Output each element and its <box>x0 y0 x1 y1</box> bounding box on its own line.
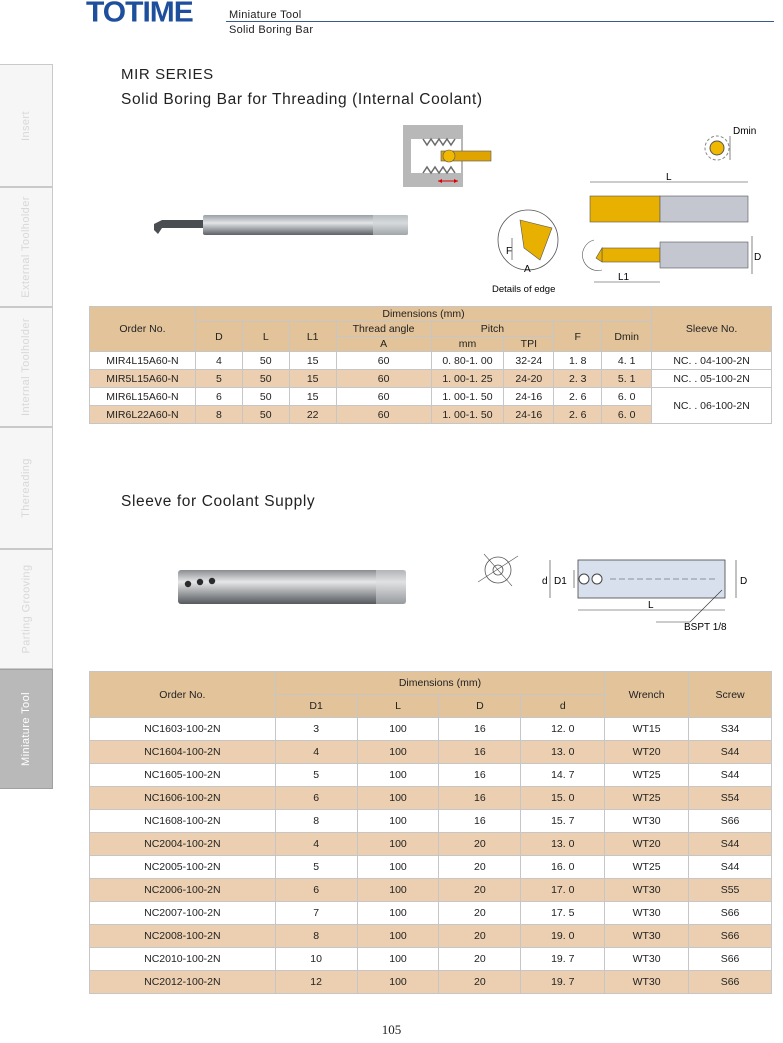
cell: 6 <box>275 787 357 810</box>
order-cell: NC1606-100-2N <box>90 787 276 810</box>
cell: 15 <box>289 370 336 388</box>
order-cell: NC2005-100-2N <box>90 856 276 879</box>
cell: S44 <box>689 764 772 787</box>
col-mm: mm <box>431 337 504 352</box>
header-subcategory: Solid Boring Bar <box>229 24 314 36</box>
cell: 1. 00-1. 50 <box>431 388 504 406</box>
col-d: D <box>439 695 521 718</box>
f-label: F <box>506 246 513 257</box>
cell: 2. 3 <box>554 370 602 388</box>
outer-d-label: D <box>740 576 748 587</box>
boring-bar-dimension-drawing <box>490 120 775 300</box>
cell: 6 <box>195 388 242 406</box>
cell: 100 <box>357 810 439 833</box>
tab-external-toolholder[interactable] <box>0 187 53 307</box>
col-wrench: Wrench <box>605 672 689 718</box>
cell: 100 <box>357 879 439 902</box>
cell: 0. 80-1. 00 <box>431 352 504 370</box>
cell: 16 <box>439 764 521 787</box>
cell: 100 <box>357 856 439 879</box>
cell: S54 <box>689 787 772 810</box>
cell: 100 <box>357 971 439 994</box>
sleeve-cell: NC. . 06-100-2N <box>652 388 772 424</box>
boring-bar-photo <box>148 210 410 240</box>
cell: WT15 <box>605 718 689 741</box>
cell: 5 <box>275 856 357 879</box>
cell: 5 <box>195 370 242 388</box>
col-order-no: Order No. <box>90 307 196 352</box>
length-label: L <box>666 172 672 183</box>
cell: 15 <box>289 388 336 406</box>
cell: 100 <box>357 787 439 810</box>
order-cell: NC2008-100-2N <box>90 925 276 948</box>
col-sleeve-no: Sleeve No. <box>652 307 772 352</box>
cell: WT30 <box>605 879 689 902</box>
cell: WT30 <box>605 925 689 948</box>
cell: 19. 7 <box>521 948 605 971</box>
cell: S66 <box>689 925 772 948</box>
angle-label: A <box>524 264 531 275</box>
page-number: 105 <box>381 1022 402 1037</box>
header-category: Miniature Tool <box>229 9 302 21</box>
cell: 50 <box>242 352 289 370</box>
cell: 60 <box>336 352 431 370</box>
tab-insert[interactable] <box>0 64 53 187</box>
cell: 24-20 <box>504 370 554 388</box>
col-d1: D1 <box>275 695 357 718</box>
cell: 60 <box>336 388 431 406</box>
sleeve-dimension-drawing <box>470 548 760 634</box>
cell: 15. 0 <box>521 787 605 810</box>
cell: S44 <box>689 741 772 764</box>
cell: 100 <box>357 948 439 971</box>
cell: 10 <box>275 948 357 971</box>
cell: 13. 0 <box>521 741 605 764</box>
order-cell: NC2007-100-2N <box>90 902 276 925</box>
cell: 100 <box>357 925 439 948</box>
cell: 16 <box>439 810 521 833</box>
col-order-no: Order No. <box>90 672 276 718</box>
cell: 4. 1 <box>602 352 652 370</box>
table-row <box>90 879 772 902</box>
header-rule <box>226 21 774 22</box>
cell: S44 <box>689 833 772 856</box>
cell: 19. 7 <box>521 971 605 994</box>
cell: 8 <box>275 810 357 833</box>
table-row <box>90 764 772 787</box>
table-row <box>90 971 772 994</box>
col-dimensions: Dimensions (mm) <box>195 307 651 322</box>
bore-d-label: d <box>542 576 548 587</box>
table-row <box>90 810 772 833</box>
edge-details-caption: Details of edge <box>492 284 556 295</box>
tab-label: Insert <box>19 110 32 141</box>
cell: 20 <box>439 925 521 948</box>
table-row <box>90 948 772 971</box>
col-l: L <box>242 322 289 352</box>
sleeve-photo <box>176 566 408 608</box>
cell: WT20 <box>605 741 689 764</box>
brand-logo: TOTIME <box>86 0 193 29</box>
order-cell: MIR6L22A60-N <box>90 406 196 424</box>
order-cell: NC2004-100-2N <box>90 833 276 856</box>
cell: 4 <box>275 741 357 764</box>
table-row <box>90 718 772 741</box>
cell: WT25 <box>605 764 689 787</box>
table-row <box>90 833 772 856</box>
cell: 6 <box>275 879 357 902</box>
col-thread-angle: Thread angle <box>336 322 431 337</box>
cell: S66 <box>689 902 772 925</box>
col-l1: L1 <box>289 322 336 352</box>
tab-label: External Toolholder <box>20 196 33 298</box>
cell: 8 <box>195 406 242 424</box>
order-cell: MIR5L15A60-N <box>90 370 196 388</box>
cell: 16 <box>439 787 521 810</box>
cell: 20 <box>439 833 521 856</box>
cell: 1. 00-1. 25 <box>431 370 504 388</box>
cell: 50 <box>242 370 289 388</box>
cell: 14. 7 <box>521 764 605 787</box>
cell: WT25 <box>605 787 689 810</box>
cell: 24-16 <box>504 388 554 406</box>
table-row <box>90 741 772 764</box>
cell: S66 <box>689 948 772 971</box>
cell: 1. 00-1. 50 <box>431 406 504 424</box>
cell: 20 <box>439 879 521 902</box>
order-cell: NC1608-100-2N <box>90 810 276 833</box>
order-cell: NC1604-100-2N <box>90 741 276 764</box>
cell: 15 <box>289 352 336 370</box>
section-title: Solid Boring Bar for Threading (Internal Coolant) <box>121 91 483 108</box>
tab-label: Miniature Tool <box>20 692 33 766</box>
cell: WT25 <box>605 856 689 879</box>
cell: 50 <box>242 406 289 424</box>
bspt-label: BSPT 1/8 <box>684 622 727 633</box>
cell: 4 <box>275 833 357 856</box>
cell: 17. 0 <box>521 879 605 902</box>
cell: 100 <box>357 718 439 741</box>
cell: 16. 0 <box>521 856 605 879</box>
cell: S66 <box>689 810 772 833</box>
cell: WT30 <box>605 971 689 994</box>
cell: 24-16 <box>504 406 554 424</box>
tab-parting-grooving[interactable] <box>0 549 53 669</box>
tab-miniature-tool[interactable] <box>0 669 53 789</box>
col-screw: Screw <box>689 672 772 718</box>
cell: 20 <box>439 856 521 879</box>
cell: 100 <box>357 902 439 925</box>
cell: 5 <box>275 764 357 787</box>
col-f: F <box>554 322 602 352</box>
dmin-label: Dmin <box>733 126 757 137</box>
sleeve-spec-table <box>89 671 772 994</box>
cell: 4 <box>195 352 242 370</box>
tab-threading[interactable] <box>0 427 53 549</box>
table-row <box>90 902 772 925</box>
cell: 20 <box>439 971 521 994</box>
cell: 32-24 <box>504 352 554 370</box>
cell: S55 <box>689 879 772 902</box>
cell: 100 <box>357 833 439 856</box>
cell: 16 <box>439 718 521 741</box>
l1-label: L1 <box>618 272 630 283</box>
cell: 19. 0 <box>521 925 605 948</box>
order-cell: NC2012-100-2N <box>90 971 276 994</box>
thread-cross-section-diagram <box>403 125 493 190</box>
cell: 20 <box>439 902 521 925</box>
order-cell: NC2010-100-2N <box>90 948 276 971</box>
table-row <box>90 388 772 406</box>
order-cell: NC2006-100-2N <box>90 879 276 902</box>
cell: S34 <box>689 718 772 741</box>
cell: 7 <box>275 902 357 925</box>
sleeve-cell: NC. . 04-100-2N <box>652 352 772 370</box>
order-cell: NC1605-100-2N <box>90 764 276 787</box>
cell: 20 <box>439 948 521 971</box>
cell: 16 <box>439 741 521 764</box>
table-row <box>90 856 772 879</box>
col-pitch: Pitch <box>431 322 554 337</box>
order-cell: NC1603-100-2N <box>90 718 276 741</box>
col-l: L <box>357 695 439 718</box>
col-dimensions: Dimensions (mm) <box>275 672 604 695</box>
table-row <box>90 370 772 388</box>
cell: S66 <box>689 971 772 994</box>
tab-internal-toolholder[interactable] <box>0 307 53 427</box>
cell: 60 <box>336 406 431 424</box>
cell: 22 <box>289 406 336 424</box>
table-row <box>90 787 772 810</box>
tab-label: Parting Grooving <box>20 564 33 654</box>
tab-label: Thereading <box>20 458 32 518</box>
cell: 12 <box>275 971 357 994</box>
cell: 6. 0 <box>602 388 652 406</box>
col-d: D <box>195 322 242 352</box>
cell: WT30 <box>605 810 689 833</box>
table-row <box>90 352 772 370</box>
diameter-label: D <box>754 252 762 263</box>
col-tpi: TPI <box>504 337 554 352</box>
order-cell: MIR6L15A60-N <box>90 388 196 406</box>
cell: 5. 1 <box>602 370 652 388</box>
cell: WT30 <box>605 948 689 971</box>
length-label: L <box>648 600 654 611</box>
series-title: MIR SERIES <box>121 66 214 83</box>
tab-label: Internal Toolholder <box>20 318 32 416</box>
cell: 8 <box>275 925 357 948</box>
cell: 12. 0 <box>521 718 605 741</box>
cell: 100 <box>357 741 439 764</box>
section-title: Sleeve for Coolant Supply <box>121 493 316 510</box>
d1-label: D1 <box>554 576 567 587</box>
cell: 100 <box>357 764 439 787</box>
col-a: A <box>336 337 431 352</box>
sleeve-cell: NC. . 05-100-2N <box>652 370 772 388</box>
cell: 2. 6 <box>554 406 602 424</box>
cell: 60 <box>336 370 431 388</box>
cell: WT30 <box>605 902 689 925</box>
table-row <box>90 925 772 948</box>
cell: 3 <box>275 718 357 741</box>
cell: 17. 5 <box>521 902 605 925</box>
boring-bar-spec-table <box>89 306 772 424</box>
col-dmin: Dmin <box>602 322 652 352</box>
col-small-d: d <box>521 695 605 718</box>
cell: 13. 0 <box>521 833 605 856</box>
cell: WT20 <box>605 833 689 856</box>
cell: 2. 6 <box>554 388 602 406</box>
cell: 1. 8 <box>554 352 602 370</box>
order-cell: MIR4L15A60-N <box>90 352 196 370</box>
cell: 50 <box>242 388 289 406</box>
cell: 15. 7 <box>521 810 605 833</box>
cell: S44 <box>689 856 772 879</box>
cell: 6. 0 <box>602 406 652 424</box>
